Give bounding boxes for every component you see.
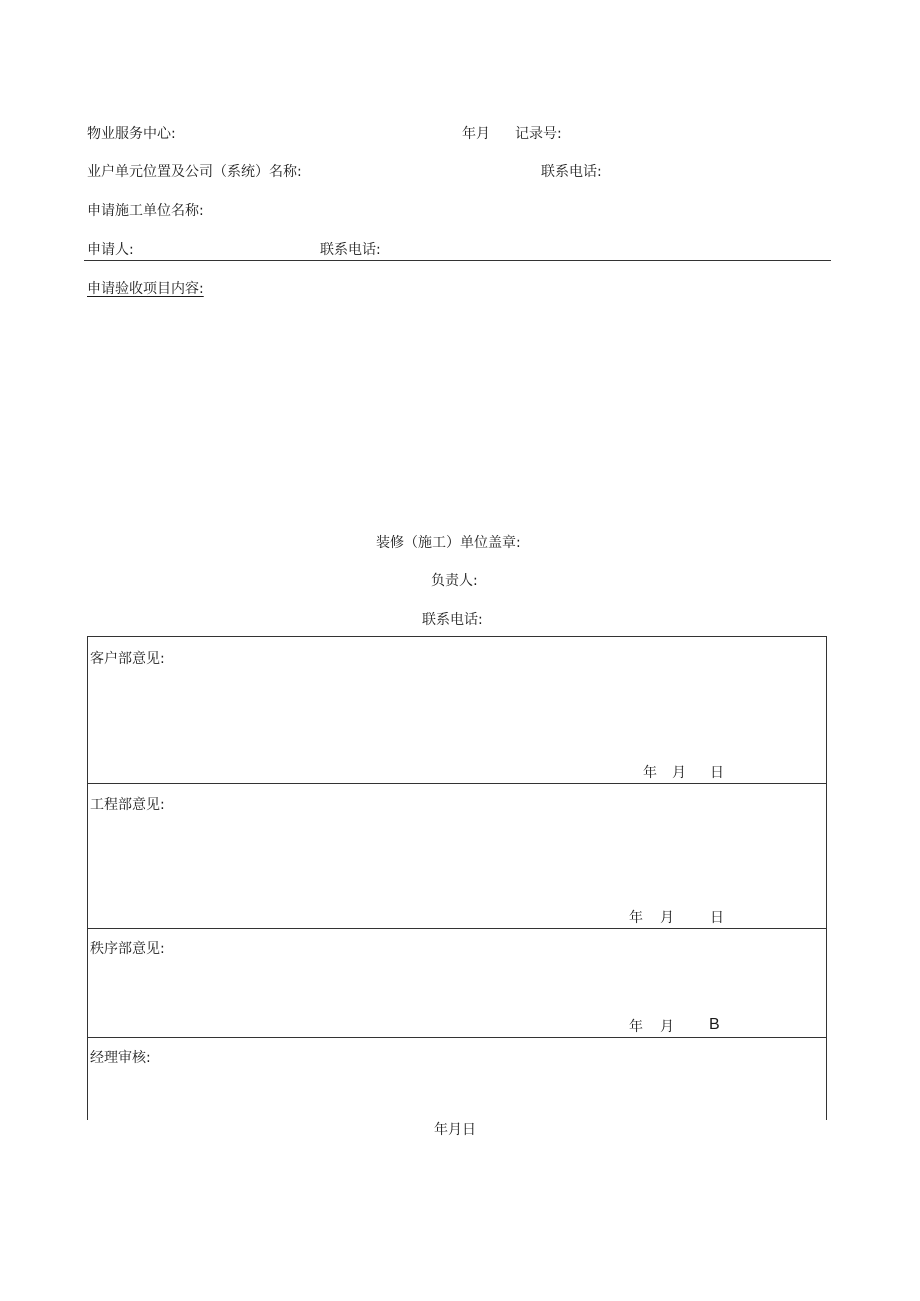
engineering-dept-year: 年 [629,910,643,926]
table-right-border [826,636,827,1120]
owner-phone-label: 联系电话: [541,164,602,180]
table-left-border [87,636,88,1120]
row-divider-3 [87,1037,827,1038]
seal-label: 装修（施工）单位盖章: [376,535,521,551]
order-dept-month: 月 [660,1019,674,1035]
customer-dept-year: 年 [643,765,657,781]
contractor-name-label: 申请施工单位名称: [87,203,204,219]
engineering-dept-opinion-label: 工程部意见: [90,797,165,813]
owner-unit-label: 业户单元位置及公司（系统）名称: [87,164,302,180]
header-divider [84,260,831,261]
engineering-dept-month: 月 [660,910,674,926]
applicant-label: 申请人: [87,242,134,258]
row-divider-1 [87,783,827,784]
signature-phone-label: 联系电话: [422,612,483,628]
customer-dept-opinion-label: 客户部意见: [90,651,165,667]
applicant-phone-label: 联系电话: [320,242,381,258]
property-center-label: 物业服务中心: [87,126,176,142]
manager-review-label: 经理审核: [90,1050,151,1066]
record-number-label: 记录号: [515,126,562,142]
order-dept-opinion-label: 秩序部意见: [90,941,165,957]
row-divider-2 [87,928,827,929]
person-in-charge-label: 负责人: [431,573,478,589]
order-dept-day: B [709,1016,720,1033]
customer-dept-month: 月 [672,765,686,781]
order-dept-year: 年 [629,1019,643,1035]
inspection-content-label: 申请验收项目内容: [87,281,204,297]
year-month-label: 年月 [462,126,490,142]
table-top-border [87,636,827,637]
customer-dept-day: 日 [710,765,724,781]
manager-review-date: 年月日 [434,1122,476,1138]
engineering-dept-day: 日 [710,910,724,926]
